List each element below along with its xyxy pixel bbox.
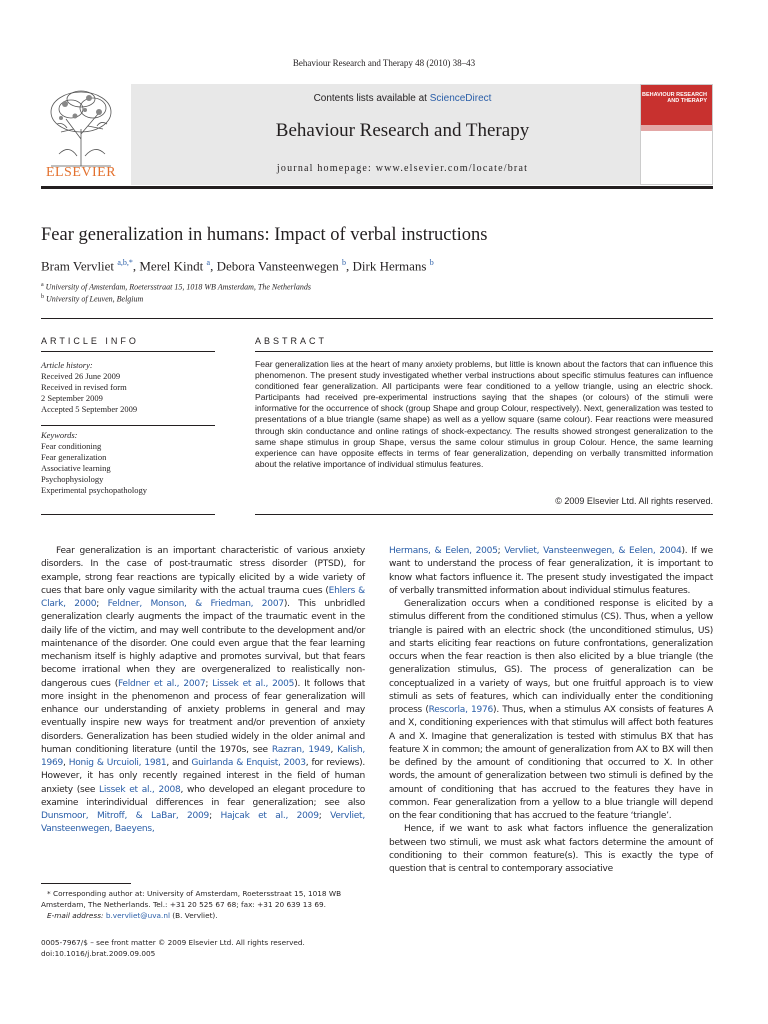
history-line: Received 26 June 2009 xyxy=(41,371,121,381)
body-text: , who developed an elegant procedure to examine interindividual differences in fear generalization; see also xyxy=(41,784,365,808)
body-right-column xyxy=(389,545,713,876)
body-text: ; xyxy=(205,678,213,689)
elsevier-logo[interactable] xyxy=(41,84,121,185)
body-text: ; xyxy=(497,546,505,556)
keyword: Fear conditioning xyxy=(41,441,102,451)
issn-doi xyxy=(41,937,371,959)
footnote-text: * Corresponding author at: University of Amsterdam, Roetersstraat 15, 1018 WB Amsterdam, The Netherlands. Tel.: +31 20 525 67 68; fax: +31 20 639 13 69. xyxy=(41,889,342,909)
citation-link[interactable]: Hermans, & Eelen, 2005 xyxy=(389,546,498,556)
body-paragraph xyxy=(389,545,713,598)
email-link[interactable]: b.vervliet@uva.nl xyxy=(105,910,170,920)
history-line: 2 September 2009 xyxy=(41,393,103,403)
citation-link[interactable]: Razran, 1949 xyxy=(271,744,331,755)
affiliation-marker: b xyxy=(41,294,44,300)
body-text: Generalization occurs when a conditioned response is elicited by a stimulus different from the conditioned stimulus (CS). Thus, when a yellow triangle is paired with an electric shock (the unconditioned stimulus, US) and starts eliciting fear reactions on future confrontations, generalization occurs when the fear reaction is then also elicited by a blue triangle (the generalization stimulus, GS). The process of generalization can be conceptualized in a variety of ways, but one fruitful approach is to view stimuli as sets of features, which can individually enter the conditioning process ( xyxy=(389,599,713,715)
journal-cover-thumbnail[interactable] xyxy=(640,84,713,185)
body-text: Fear generalization is an important characteristic of various anxiety disorders. In the case of post-traumatic stress disorder (PTSD), for example, strong fear reactions are typically elicited by a wide variety of cues that bare only vague similarity with the actual trauma cues ( xyxy=(41,546,365,596)
body-text: , and xyxy=(166,758,192,768)
history-line: Received in revised form xyxy=(41,382,127,392)
body-text: ). This unbridled generalization clearly augments the impact of the traumatic event in the daily life of the victim, and may well contribute to the development and/or maintenance of the disorder. One could even argue that the fear learning mechanism itself is highly adaptive and promotes survival, but that fears become irrational when they are overgeneralized to realistically non-dangerous cues ( xyxy=(41,599,366,689)
cover-title: BEHAVIOUR RESEARCH AND THERAPY xyxy=(642,92,707,104)
citation-link[interactable]: Feldner et al., 2007 xyxy=(117,678,206,689)
abstract-text: Fear generalization lies at the heart of many anxiety problems, but little is known about the factors that can influence this phenomenon. The present study investigated whether verbal instructions about specific stimulus features can influence conditioned fear generalization. All participants were fear conditioned to a yellow triangle, using an electric shock. Participants had received pre-experimental instructions saying that the shapes (or colours) of the stimuli were informative for the occurrence of shock (group Shape and group Colour, respectively). Next, generalization was tested to presentations of a blue triangle (same shape) as well as a yellow square (same colour). Fear reactions were measured through skin conductance and online ratings of shock-expectancy. The results showed strongest generalization to the same shape stimulus in group Shape, versus the same colour stimulus in group Colour. Hence, the same learning experience can have opposite effects in terms of fear generalization, depending on verbally transmitted information about the relative importance of individual stimulus features. xyxy=(255,359,713,469)
body-left-column xyxy=(41,545,365,837)
body-text: , xyxy=(330,744,338,755)
keyword: Psychophysiology xyxy=(41,474,104,484)
body-paragraph xyxy=(389,823,713,876)
author-affiliation-marker[interactable]: a xyxy=(206,258,211,267)
body-text: ). If we want to understand the process of fear generalization, it is important to know what factors influence it. The present study investigated the impact of verbally transmitted information about individual stimulus features. xyxy=(389,546,713,596)
elsevier-wordmark: ELSEVIER xyxy=(45,165,117,180)
body-text: ; xyxy=(318,811,331,821)
article-info-heading: ARTICLE INFO xyxy=(41,336,139,346)
author-name: Debora Vansteenwegen xyxy=(216,258,342,274)
cover-red-block xyxy=(641,85,712,125)
author-name: Dirk Hermans xyxy=(352,258,430,274)
abstract-heading: ABSTRACT xyxy=(255,336,328,346)
abstract-copyright: © 2009 Elsevier Ltd. All rights reserved. xyxy=(555,496,713,506)
keyword: Fear generalization xyxy=(41,452,107,462)
history-label: Article history: xyxy=(41,360,93,370)
front-matter-rule xyxy=(41,318,713,319)
journal-homepage-link[interactable]: journal homepage: www.elsevier.com/locate/brat xyxy=(276,163,529,174)
citation-link[interactable]: Feldner, Monson, & Friedman, 2007 xyxy=(107,599,284,609)
body-text: Hence, if we want to ask what factors influence the generalization between two stimuli, we must ask what factors determine the amount of conditioning to their common feature(s). This is exactly the type of question that is central to contemporary associative xyxy=(389,824,713,874)
footnote-email-line xyxy=(41,911,371,922)
keywords xyxy=(41,430,215,496)
running-head: Behaviour Research and Therapy 48 (2010) 38–43 xyxy=(292,58,476,68)
author-list: Bram Vervliet $^{a,b,*}$, Merel Kindt $^a$, Debora Vansteenwegen $^b$, Dirk Hermans $^b$ xyxy=(41,258,434,274)
cover-strip xyxy=(641,125,712,131)
citation-link[interactable]: Vervliet, Vansteenwegen, Baeyens, xyxy=(41,811,365,835)
journal-banner xyxy=(131,84,674,185)
contents-prefix: Contents lists available at xyxy=(313,93,430,104)
history-line: Accepted 5 September 2009 xyxy=(41,404,138,414)
email-suffix: (B. Vervliet). xyxy=(169,910,218,920)
author-name: Bram Vervliet xyxy=(41,258,118,274)
citation-link[interactable]: Lissek et al., 2005 xyxy=(212,678,295,689)
body-text: ; xyxy=(209,811,221,821)
affiliation-marker: a xyxy=(41,282,44,288)
author-affiliation-marker[interactable]: b xyxy=(341,258,346,267)
abstract-rule xyxy=(255,514,713,515)
journal-title: Behaviour Research and Therapy xyxy=(275,120,530,141)
keyword: Associative learning xyxy=(41,463,111,473)
citation-link[interactable]: Honig & Urcuioli, 1981 xyxy=(68,758,167,768)
info-rule xyxy=(41,514,215,515)
affiliation-text: University of Leuven, Belgium xyxy=(46,294,144,304)
issn-line: 0005-7967/$ – see front matter © 2009 Elsevier Ltd. All rights reserved. xyxy=(41,938,305,947)
citation-link[interactable]: Guirlanda & Enquist, 2003 xyxy=(191,758,306,768)
author-affiliation-marker[interactable]: a,b,* xyxy=(117,258,133,267)
doi-link[interactable]: doi:10.1016/j.brat.2009.09.005 xyxy=(41,949,156,958)
header-rule xyxy=(41,186,713,189)
author-name: Merel Kindt xyxy=(139,258,207,274)
article-title: Fear generalization in humans: Impact of verbal instructions xyxy=(41,225,488,245)
body-paragraph xyxy=(41,545,365,837)
footnote-rule xyxy=(41,883,131,884)
citation-link[interactable]: Dunsmoor, Mitroff, & LaBar, 2009 xyxy=(41,811,210,821)
citation-link[interactable]: Rescorla, 1976 xyxy=(428,705,494,715)
article-history xyxy=(41,360,215,415)
abstract-rule xyxy=(255,351,713,352)
journal-masthead xyxy=(41,84,713,185)
body-text: , xyxy=(63,758,69,768)
citation-link[interactable]: Ehlers & Clark, 2000 xyxy=(41,585,365,609)
author-affiliation-marker[interactable]: b xyxy=(429,258,434,267)
body-paragraph xyxy=(389,598,713,823)
sciencedirect-link[interactable]: ScienceDirect xyxy=(429,93,492,104)
corresponding-author-footnote xyxy=(41,889,371,921)
info-rule xyxy=(41,351,215,352)
citation-link[interactable]: Lissek et al., 2008 xyxy=(99,784,181,795)
citation-link[interactable]: Kalish, 1969 xyxy=(41,744,365,768)
citation-link[interactable]: Hajcak et al., 2009 xyxy=(220,811,319,821)
contents-line xyxy=(131,93,674,104)
keyword: Experimental psychopathology xyxy=(41,485,147,495)
email-label: E-mail address: xyxy=(47,910,104,920)
body-text: ). Thus, when a stimulus AX consists of features A and X, conditioning experiences with that stimulus will affect both features A and X. Imagine that generalization is tested with stimulus BX that has feature X in common; the amount of generalization from AX to BX will then be defined by the amount of conditioning that occurred to X. In other words, the amount of generalization between two stimuli is defined by the amount of conditioning that has accrued to the features they have in common. Fear generalization from a yellow to a blue triangle will depend on the fear conditioning that has accrued to the feature ‘triangle’. xyxy=(389,705,714,821)
info-rule xyxy=(41,425,215,426)
affiliation-a xyxy=(41,282,311,292)
body-text: ). It follows that more insight in the phenomenon and process of fear generalization will enhance our understanding of anxiety problems in general and may eventually inspire new ways for treatment and/or prevention of anxiety disorders. Generalization has been studied widely in the older animal and human conditioning literature (until the 1970s, see xyxy=(41,678,366,755)
body-text: ; xyxy=(96,599,108,609)
keywords-label: Keywords: xyxy=(41,430,78,440)
citation-link[interactable]: Vervliet, Vansteenwegen, & Eelen, 2004 xyxy=(504,546,682,556)
body-text: , for reviews). However, it has only recently regained interest in the field of human anxiety (see xyxy=(41,758,365,795)
affiliation-b xyxy=(41,294,143,304)
affiliation-text: University of Amsterdam, Roetersstraat 15, 1018 WB Amsterdam, The Netherlands xyxy=(45,282,311,292)
